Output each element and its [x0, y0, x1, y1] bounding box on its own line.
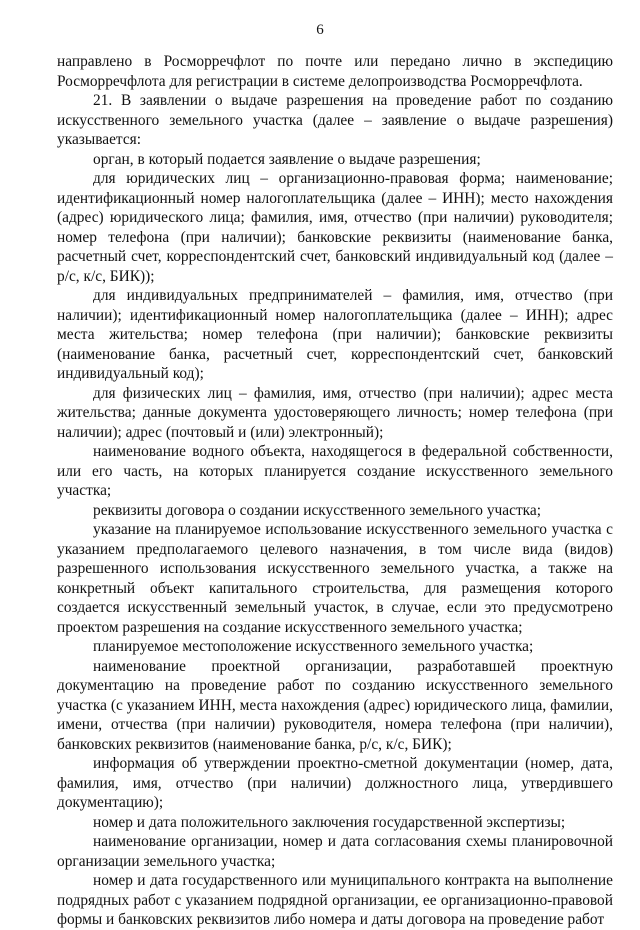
paragraph-item-expertise: номер и дата положительного заключения государственной экспертизы;	[93, 813, 566, 831]
paragraph-item-legal-entities: для юридических лиц – организационно-правовая форма; наименование; идентификационный номер налогоплательщика (далее – ИНН); место нахождения (адрес) юридического лица; фамилия, имя, отчество (при наличии) руководителя; номер телефона (при наличии); банковские реквизиты (наименование банка, расчетный счет, корреспондентский счет, банковский индивидуальный код (далее – р/с, к/с, БИК));	[57, 170, 613, 285]
paragraph-item-contract-details: реквизиты договора о создании искусственного земельного участка;	[93, 501, 542, 519]
page-number: 6	[316, 22, 324, 38]
paragraph-item-water-body: наименование водного объекта, находящегося в федеральной собственности, или его часть, на которых планируется создание искусственного земельного участка;	[57, 443, 613, 499]
paragraph-item-state-contract: номер и дата государственного или муниципального контракта на выполнение подрядных работ с указанием подрядной организации, ее организационно-правовой формы и банковских реквизитов либо номера и даты договора на проведение работ	[57, 872, 613, 928]
paragraph-item-authority: орган, в который подается заявление о выдаче разрешения;	[93, 150, 481, 168]
document-body	[57, 52, 613, 930]
paragraph-item-planned-use: указание на планируемое использование искусственного земельного участка с указанием предполагаемого целевого назначения, в том числе вида (видов) разрешенного использования искусственного земельного участка, а также на конкретный объект капитального строительства, для размещения которого создается искусственный земельный участок, в случае, если это предусмотрено проектом разрешения на создание искусственного земельного участка;	[57, 521, 613, 636]
paragraph-clause-21: 21. В заявлении о выдаче разрешения на проведение работ по созданию искусственного земельного участка (далее – заявление о выдаче разрешения) указывается:	[57, 92, 613, 148]
paragraph-item-entrepreneurs: для индивидуальных предпринимателей – фамилия, имя, отчество (при наличии); идентификационный номер налогоплательщика (далее – ИНН); адрес места жительства; номер телефона (при наличии); банковские реквизиты (наименование банка, расчетный счет, корреспондентский счет, банковский индивидуальный код);	[57, 287, 613, 382]
paragraph-continuation: направлено в Росморречфлот по почте или передано лично в экспедицию Росморречфлота для регистрации в системе делопроизводства Росморречфлота.	[57, 53, 613, 90]
paragraph-item-individuals: для физических лиц – фамилия, имя, отчество (при наличии); адрес места жительства; данные документа удостоверяющего личность; номер телефона (при наличии); адрес (почтовый и (или) электронный);	[57, 384, 613, 441]
paragraph-item-design-organization: наименование проектной организации, разработавшей проектную документацию на проведение работ по созданию искусственного земельного участка (с указанием ИНН, места нахождения (адрес) юридического лица, фамилии, имени, отчества (при наличии) руководителя, номера телефона (при наличии), банковских реквизитов (наименование банка, р/с, к/с, БИК);	[57, 657, 613, 753]
paragraph-item-planned-location: планируемое местоположение искусственного земельного участка;	[93, 638, 534, 655]
paragraph-item-layout-scheme: наименование организации, номер и дата согласования схемы планировочной организации земельного участка;	[57, 833, 613, 870]
paragraph-item-documentation-approval: информация об утверждении проектно-сметной документации (номер, дата, фамилия, имя, отчество (при наличии) должностного лица, утвердившего документацию);	[57, 755, 613, 811]
